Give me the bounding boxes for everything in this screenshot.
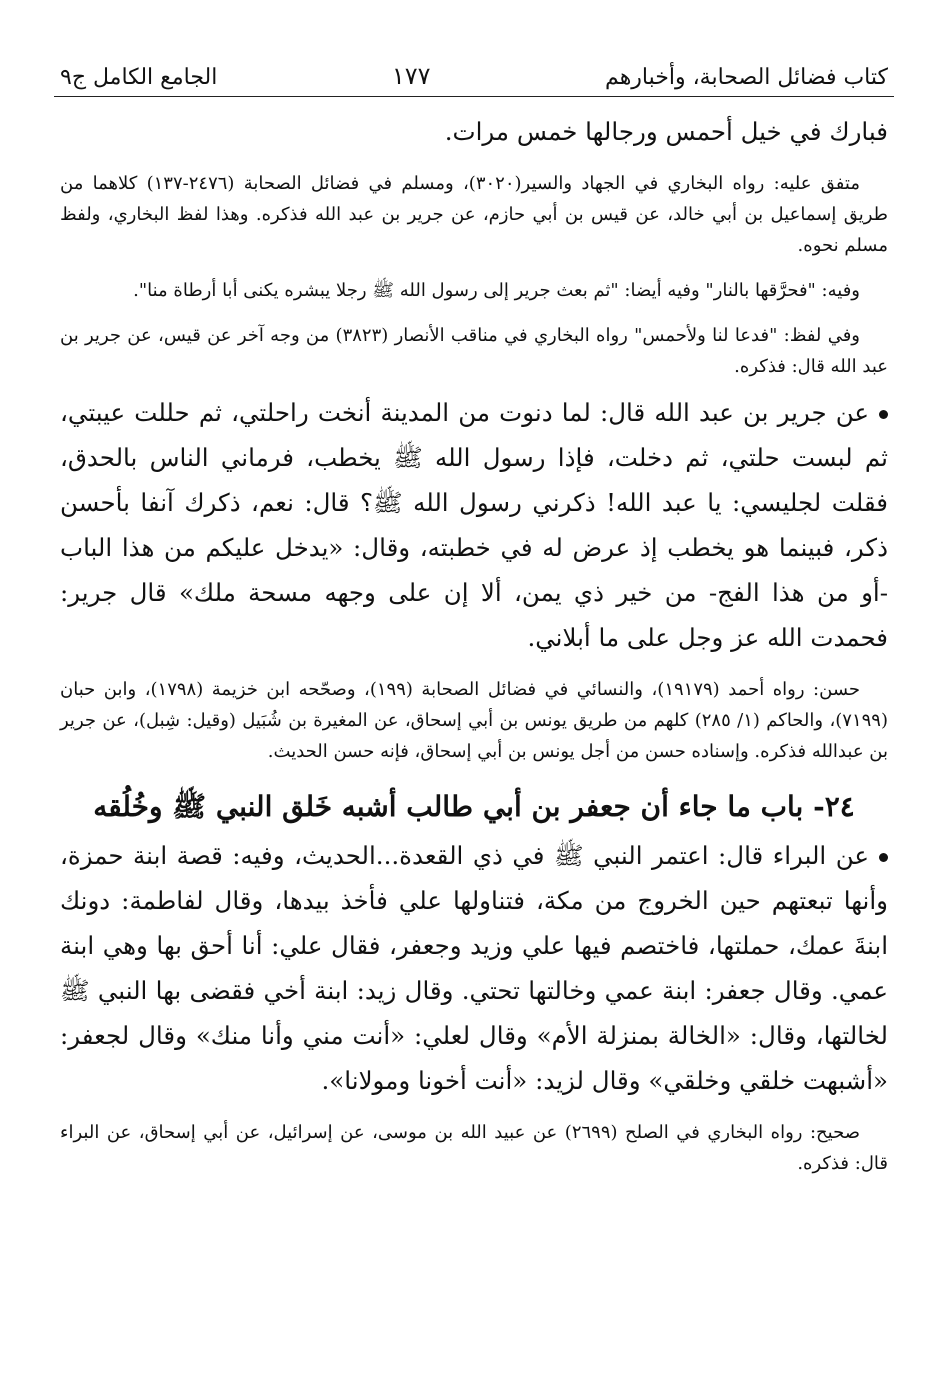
header-volume: الجامع الكامل ج٩ <box>60 65 218 90</box>
hadith-paragraph <box>60 390 888 660</box>
header-book-title: كتاب فضائل الصحابة، وأخبارهم <box>605 65 888 90</box>
page <box>54 62 894 1187</box>
bullet-icon <box>879 410 888 419</box>
hadith-text: عن البراء قال: اعتمر النبي ﷺ في ذي القعدة...الحديث، وفيه: قصة ابنة حمزة، وأنها تبعتهم حين الخروج من مكة، فتناولها علي فأخذ بيدها، وقال لفاطمة: دونك ابنةَ عمك، حملتها، فاختصم فيها علي وزيد وجعفر، فقال علي: أنا أحق بها وهي ابنة عمي. وقال جعفر: ابنة عمي وخالتها تحتي. وقال زيد: ابنة أخي فقضى بها النبي ﷺ لخالتها، وقال: «الخالة بمنزلة الأم» وقال لعلي: «أنت مني وأنا منك» وقال لجعفر: «أشبهت خلقي وخلقي» وقال لزيد: «أنت أخونا ومولانا». <box>60 841 888 1095</box>
takhrij-paragraph: حسن: رواه أحمد (١٩١٧٩)، والنسائي في فضائل الصحابة (١٩٩)، وصحّحه ابن خزيمة (١٧٩٨)، وابن حبان (٧١٩٩)، والحاكم (١/ ٢٨٥) كلهم من طريق يونس بن أبي إسحاق، عن المغيرة بن شُبَيل (وقيل: شِبل)، عن جرير بن عبدالله فذكره. وإسناده حسن من أجل يونس بن أبي إسحاق، فإنه حسن الحديث. <box>60 679 888 762</box>
takhrij-paragraph: وفيه: "فحرَّقها بالنار" وفيه أيضا: "ثم بعث جرير إلى رسول الله ﷺ رجلا يبشره يكنى أبا أرطاة منا". <box>133 280 860 301</box>
takhrij-paragraph: وفي لفظ: "فدعا لنا ولأحمس" رواه البخاري في مناقب الأنصار (٣٨٢٣) من وجه آخر عن قيس، عن جرير بن عبد الله قال: فذكره. <box>60 325 888 377</box>
hadith-text: عن جرير بن عبد الله قال: لما دنوت من المدينة أنخت راحلتي، ثم حللت عيبتي، ثم لبست حلتي، ثم دخلت، فإذا رسول الله ﷺ يخطب، فرماني الناس بالحدق، فقلت لجليسي: يا عبد الله! ذكرني رسول الله ﷺ؟ قال: نعم، ذكرك آنفا بأحسن ذكر، فبينما هو يخطب إذ عرض له في خطبته، وقال: «يدخل عليكم من هذا الباب -أو من هذا الفج- من خير ذي يمن، ألا إن على وجهه مسحة ملك» قال جرير: فحمدت الله عز وجل على ما أبلاني. <box>60 398 888 652</box>
takhrij-paragraph: صحيح: رواه البخاري في الصلح (٢٦٩٩) عن عبيد الله بن موسى، عن إسرائيل، عن أبي إسحاق، عن البراء قال: فذكره. <box>60 1122 888 1174</box>
takhrij-paragraph: متفق عليه: رواه البخاري في الجهاد والسير(٣٠٢٠)، ومسلم في فضائل الصحابة (٢٤٧٦-١٣٧) كلاهما من طريق إسماعيل بن أبي خالد، عن قيس بن أبي حازم، عن جرير بن عبد الله فذكره. وهذا لفظ البخاري، ولفظ مسلم نحوه. <box>60 173 888 256</box>
page-header <box>54 62 894 97</box>
hadith-paragraph <box>60 833 888 1103</box>
page-number: ١٧٧ <box>391 62 431 90</box>
matn-paragraph: فبارك في خيل أحمس ورجالها خمس مرات. <box>444 117 888 146</box>
bullet-icon <box>879 853 888 862</box>
chapter-heading: ٢٤- باب ما جاء أن جعفر بن أبي طالب أشبه خَلق النبي ﷺ وخُلُقه <box>93 790 855 823</box>
page-content <box>54 109 894 1179</box>
